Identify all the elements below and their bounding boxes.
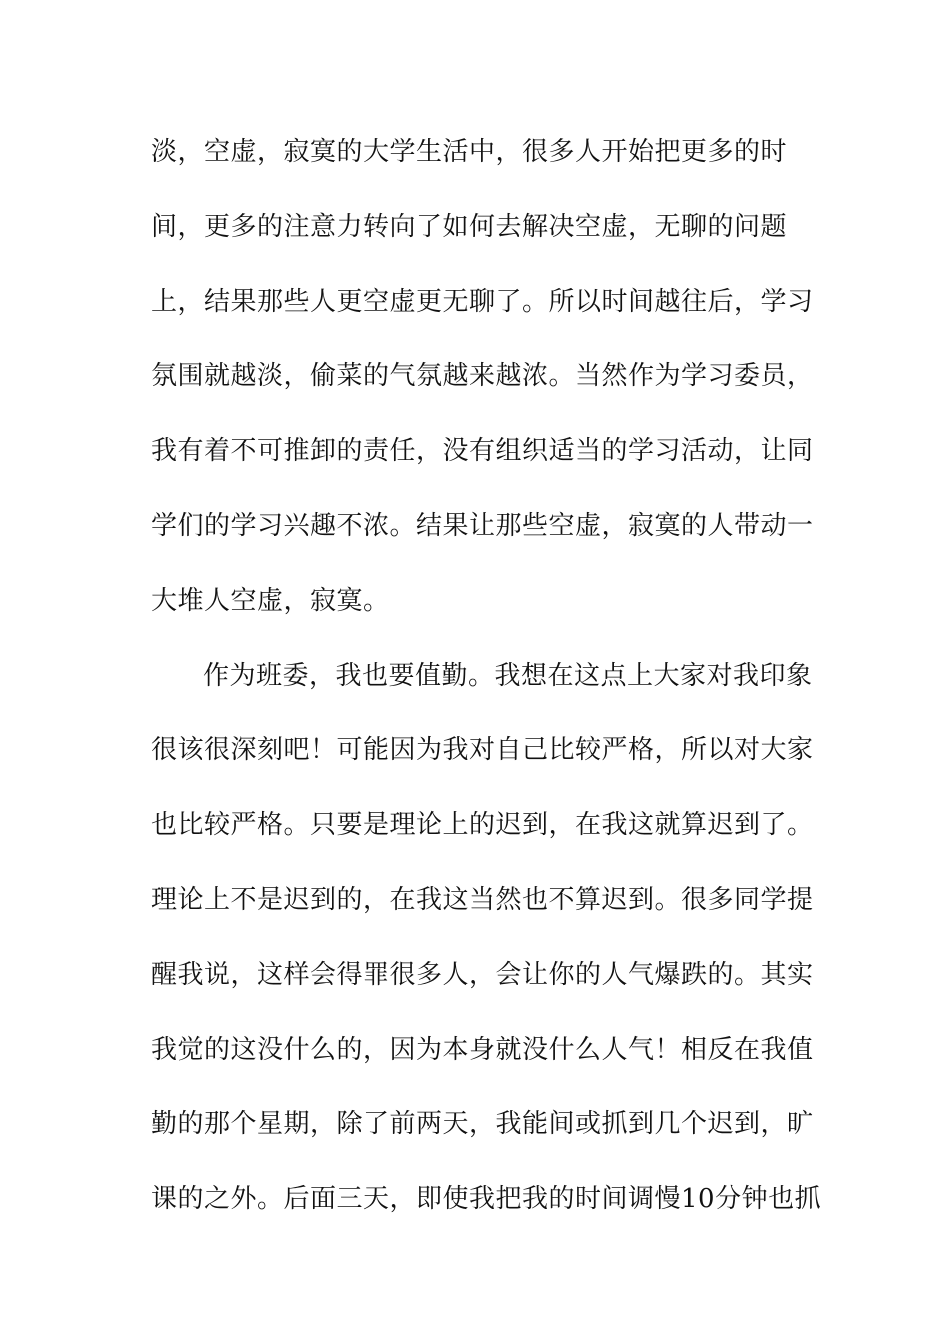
text-line: 醒我说，这样会得罪很多人，会让你的人气爆跌的。其实: [151, 959, 814, 990]
text-line: 大堆人空虚，寂寞。: [151, 585, 390, 616]
text-line: 我觉的这没什么的，因为本身就没什么人气！相反在我值: [151, 1034, 814, 1065]
text-line: 也比较严格。只要是理论上的迟到，在我这就算迟到了。: [151, 810, 814, 841]
text-line: 勤的那个星期，除了前两天，我能间或抓到几个迟到，旷: [151, 1109, 814, 1140]
text-line: 上，结果那些人更空虚更无聊了。所以时间越往后，学习: [151, 286, 814, 317]
text-line: 理论上不是迟到的，在我这当然也不算迟到。很多同学提: [151, 884, 814, 915]
paragraph-start-line: 作为班委，我也要值勤。我想在这点上大家对我印象: [203, 660, 813, 691]
text-line: 氛围就越淡，偷菜的气氛越来越浓。当然作为学习委员，: [151, 361, 814, 392]
text-line: 淡，空虚，寂寞的大学生活中，很多人开始把更多的时: [151, 137, 788, 167]
body-text: [151, 128, 822, 1250]
text-line: 间，更多的注意力转向了如何去解决空虚，无聊的问题: [151, 211, 788, 242]
text-line: 我有着不可推卸的责任，没有组织适当的学习活动，让同: [151, 436, 814, 467]
text-line: 课的之外。后面三天，即使我把我的时间调慢10分钟也抓: [151, 1184, 822, 1215]
text-line: 很该很深刻吧！可能因为我对自己比较严格，所以对大家: [151, 735, 814, 766]
text-line: 学们的学习兴趣不浓。结果让那些空虚，寂寞的人带动一: [151, 510, 814, 541]
